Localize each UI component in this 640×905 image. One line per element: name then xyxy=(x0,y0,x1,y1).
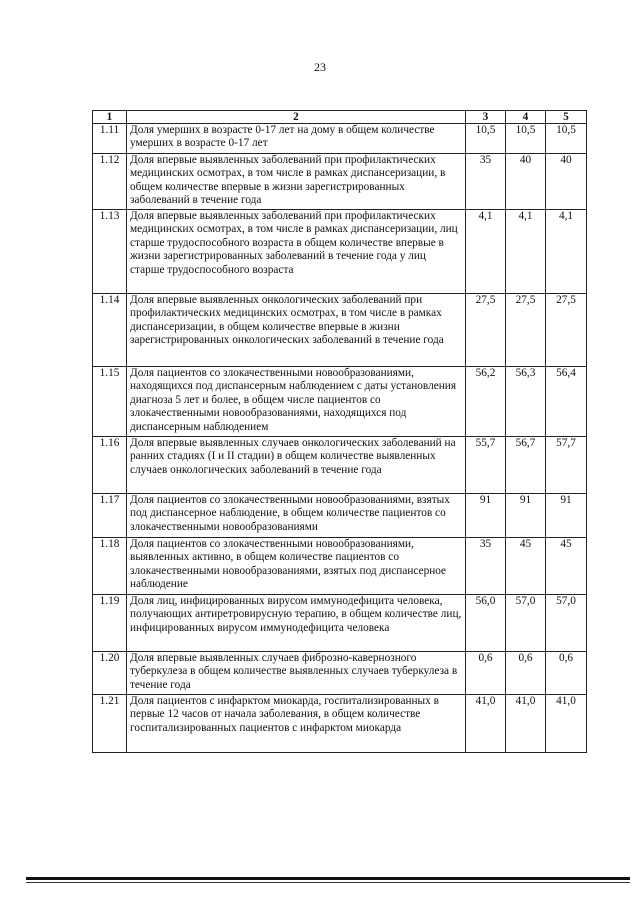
row-number: 1.19 xyxy=(93,595,127,652)
value-col-3: 91 xyxy=(466,494,506,538)
row-number: 1.18 xyxy=(93,538,127,595)
table-row xyxy=(93,124,587,154)
indicator-name: Доля пациентов со злокачественными новообразованиями, взятых под диспансерное наблюдение, в общем количестве пациентов со злокачественными новообразованиями xyxy=(127,494,466,538)
value-col-4: 27,5 xyxy=(506,294,546,367)
value-col-4: 57,0 xyxy=(506,595,546,652)
row-number: 1.20 xyxy=(93,652,127,695)
row-number: 1.11 xyxy=(93,124,127,154)
indicator-name: Доля впервые выявленных заболеваний при профилактических медицинских осмотрах, в том числе в рамках диспансеризации, лиц старше трудоспособного возраста в общем количестве впервые в жизни зарегистрированных заболеваний в течение года у лиц старше трудоспособного возраста xyxy=(127,210,466,294)
header-col-3: 3 xyxy=(466,111,506,124)
table-row xyxy=(93,367,587,437)
row-number: 1.14 xyxy=(93,294,127,367)
table-row xyxy=(93,595,587,652)
value-col-5: 27,5 xyxy=(546,294,587,367)
value-col-3: 41,0 xyxy=(466,695,506,753)
table-row xyxy=(93,538,587,595)
value-col-4: 4,1 xyxy=(506,210,546,294)
indicator-name: Доля пациентов со злокачественными новообразованиями, выявленных активно, в общем количестве пациентов со злокачественными новообразованиями, взятых под диспансерное наблюдение xyxy=(127,538,466,595)
header-col-5: 5 xyxy=(546,111,587,124)
value-col-3: 56,0 xyxy=(466,595,506,652)
header-col-1: 1 xyxy=(93,111,127,124)
value-col-5: 40 xyxy=(546,154,587,210)
table-row xyxy=(93,695,587,753)
value-col-5: 10,5 xyxy=(546,124,587,154)
row-number: 1.13 xyxy=(93,210,127,294)
bottom-rule xyxy=(26,877,630,880)
value-col-3: 56,2 xyxy=(466,367,506,437)
indicator-name: Доля пациентов с инфарктом миокарда, госпитализированных в первые 12 часов от начала заболевания, в общем количестве госпитализированных пациентов с инфарктом миокарда xyxy=(127,695,466,753)
table-row xyxy=(93,294,587,367)
value-col-3: 35 xyxy=(466,538,506,595)
value-col-4: 56,3 xyxy=(506,367,546,437)
row-number: 1.12 xyxy=(93,154,127,210)
bottom-rule-thin xyxy=(26,882,630,883)
value-col-4: 41,0 xyxy=(506,695,546,753)
table-row xyxy=(93,154,587,210)
value-col-4: 10,5 xyxy=(506,124,546,154)
row-number: 1.15 xyxy=(93,367,127,437)
value-col-5: 57,7 xyxy=(546,437,587,494)
value-col-3: 35 xyxy=(466,154,506,210)
value-col-5: 0,6 xyxy=(546,652,587,695)
row-number: 1.17 xyxy=(93,494,127,538)
indicator-name: Доля лиц, инфицированных вирусом иммунодефицита человека, получающих антиретровирусную терапию, в общем количестве лиц, инфицированных вирусом иммунодефицита человека xyxy=(127,595,466,652)
table-header-row xyxy=(93,111,587,124)
value-col-5: 4,1 xyxy=(546,210,587,294)
value-col-4: 40 xyxy=(506,154,546,210)
value-col-5: 41,0 xyxy=(546,695,587,753)
indicator-name: Доля впервые выявленных случаев фиброзно-кавернозного туберкулеза в общем количестве выявленных случаев туберкулеза в течение года xyxy=(127,652,466,695)
row-number: 1.16 xyxy=(93,437,127,494)
indicator-name: Доля умерших в возрасте 0-17 лет на дому в общем количестве умерших в возрасте 0-17 лет xyxy=(127,124,466,154)
value-col-3: 27,5 xyxy=(466,294,506,367)
value-col-5: 56,4 xyxy=(546,367,587,437)
indicator-name: Доля впервые выявленных заболеваний при профилактических медицинских осмотрах, в том числе в рамках диспансеризации, в общем количестве впервые в жизни зарегистрированных заболеваний в течение года xyxy=(127,154,466,210)
table-row xyxy=(93,652,587,695)
value-col-5: 57,0 xyxy=(546,595,587,652)
value-col-3: 4,1 xyxy=(466,210,506,294)
table-row xyxy=(93,494,587,538)
value-col-5: 91 xyxy=(546,494,587,538)
table-row xyxy=(93,437,587,494)
header-col-2: 2 xyxy=(127,111,466,124)
table-row xyxy=(93,210,587,294)
page-number: 23 xyxy=(314,60,326,74)
value-col-5: 45 xyxy=(546,538,587,595)
indicator-name: Доля пациентов со злокачественными новообразованиями, находящихся под диспансерным наблюдением с даты установления диагноза 5 лет и более, в общем числе пациентов со злокачественными новообразованиями, находящихся под диспансерным наблюдением xyxy=(127,367,466,437)
value-col-3: 55,7 xyxy=(466,437,506,494)
value-col-4: 45 xyxy=(506,538,546,595)
row-number: 1.21 xyxy=(93,695,127,753)
value-col-4: 0,6 xyxy=(506,652,546,695)
indicator-name: Доля впервые выявленных онкологических заболеваний при профилактических медицинских осмотрах, в том числе в рамках диспансеризации, в общем количестве впервые в жизни зарегистрированных онкологических заболеваний в течение года xyxy=(127,294,466,367)
indicators-table xyxy=(92,110,587,753)
value-col-4: 91 xyxy=(506,494,546,538)
value-col-4: 56,7 xyxy=(506,437,546,494)
header-col-4: 4 xyxy=(506,111,546,124)
value-col-3: 10,5 xyxy=(466,124,506,154)
indicator-name: Доля впервые выявленных случаев онкологических заболеваний на ранних стадиях (I и II стадии) в общем количестве выявленных случаев онкологических заболеваний в течение года xyxy=(127,437,466,494)
value-col-3: 0,6 xyxy=(466,652,506,695)
